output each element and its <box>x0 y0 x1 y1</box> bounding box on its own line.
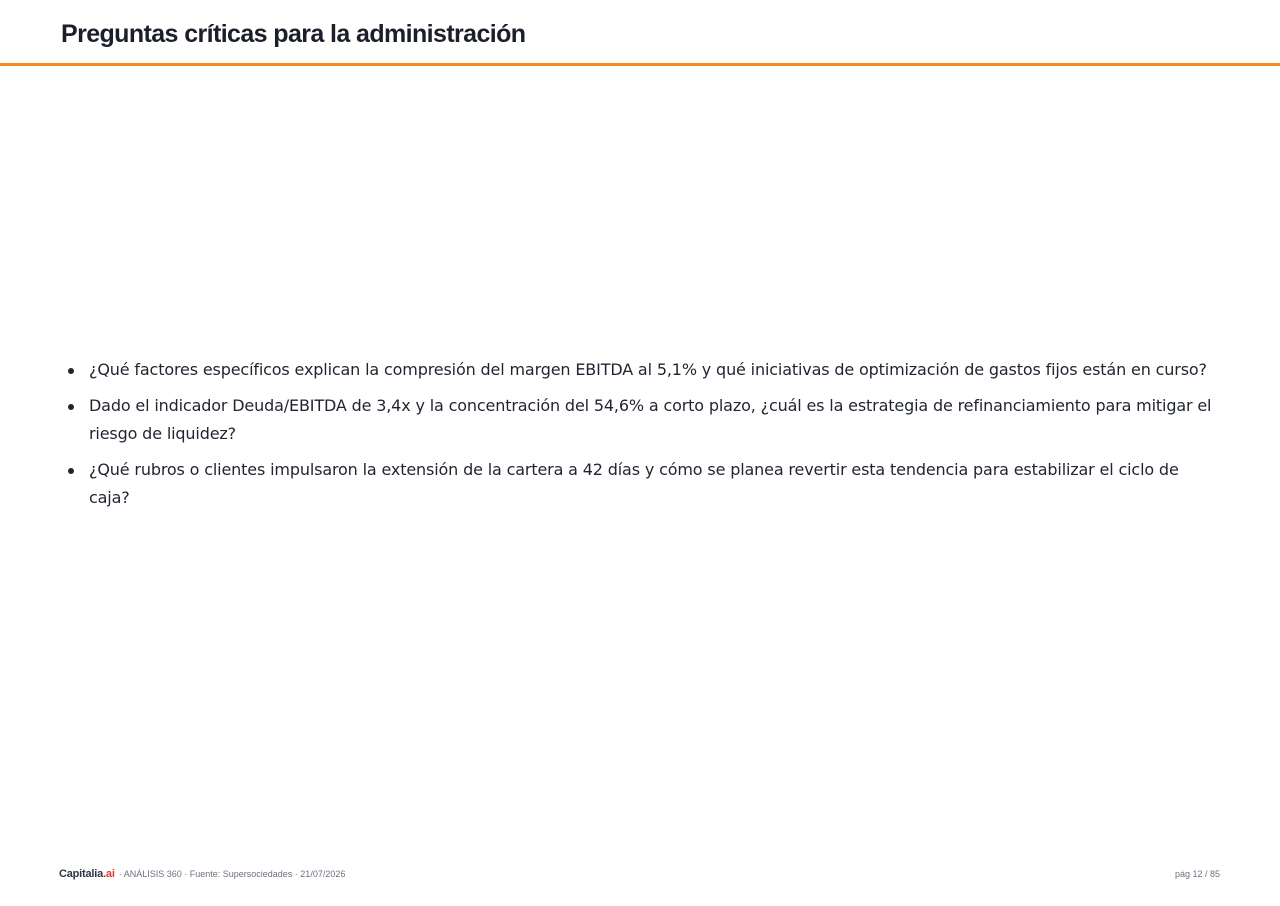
bullet-icon <box>68 368 74 374</box>
page-footer <box>59 868 1220 886</box>
question-item <box>61 392 1221 448</box>
brand-name: Capitalia <box>59 868 104 880</box>
bullet-icon <box>68 404 74 410</box>
page-number: pág 12 / 85 <box>1174 869 1220 879</box>
footer-meta: · ANÁLISIS 360 · Fuente: Supersociedades · 21/07/2026 <box>118 869 346 879</box>
question-text: Dado el indicador Deuda/EBITDA de 3,4x y la concentración del 54,6% a corto plazo, ¿cuál es la estrategia de refinanciamiento para mitigar el riesgo de liquidez? <box>89 396 1212 443</box>
critical-questions-list <box>61 356 1221 520</box>
question-text: ¿Qué rubros o clientes impulsaron la extensión de la cartera a 42 días y cómo se planea revertir esta tendencia para estabilizar el ciclo de caja? <box>89 460 1179 507</box>
brand-suffix: .ai <box>103 868 115 880</box>
question-item <box>61 456 1221 512</box>
footer-left <box>59 868 345 880</box>
question-item <box>61 356 1221 384</box>
brand-logo <box>59 868 115 880</box>
page-title: Preguntas críticas para la administración <box>61 20 526 48</box>
bullet-icon <box>68 468 74 474</box>
question-text: ¿Qué factores específicos explican la compresión del margen EBITDA al 5,1% y qué iniciativas de optimización de gastos fijos están en curso? <box>89 360 1207 379</box>
page-header <box>0 0 1280 66</box>
